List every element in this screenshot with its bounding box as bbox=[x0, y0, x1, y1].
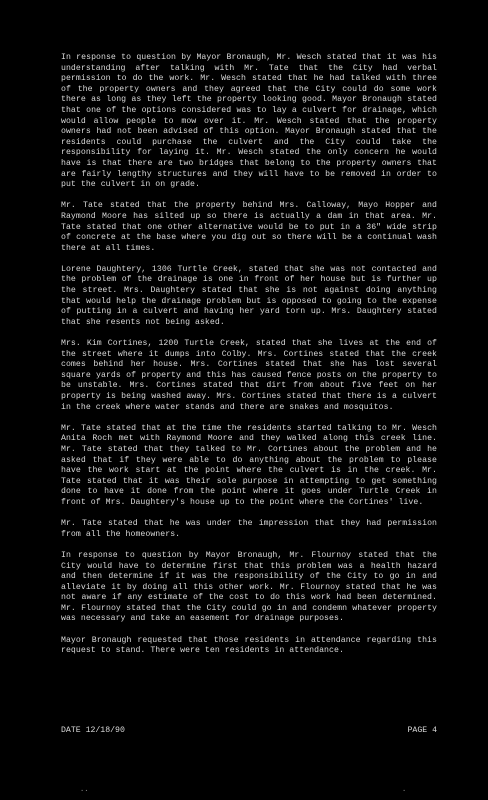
scan-mark-right: . bbox=[402, 786, 407, 794]
paragraph-flournoy-response: In response to question by Mayor Bronaugh, Mr. Flournoy stated that the City would have to determine first that this problem was a health hazard and then determine if it was the responsibility of the City to go in and alleviate it by doing all this other work. Mr. Flournoy stated that he was not aware if any estimate of the cost to do this work had been determined. Mr. Flournoy stated that the City could go in and condemn whatever property was necessary and take an easement for drainage purposes. bbox=[61, 550, 437, 624]
paragraph-tate-creek-walk: Mr. Tate stated that at the time the residents started talking to Mr. Wesch Anita Roch met with Raymond Moore and they walked along this creek line. Mr. Tate stated that they talked to Mr. Cortines about the problem and he asked that if they were able to do anything about the problem to please have the work start at the point where the culvert is in the creek. Mr. Tate stated that it was their sole purpose in attempting to get something done to have it done from the point where it goes under Turtle Creek in front of Mrs. Daughtery's house up to the point where the Cortines' live. bbox=[61, 423, 437, 507]
paragraph-wesch-permission: In response to question by Mayor Bronaugh, Mr. Wesch stated that it was his understanding after talking with Mr. Tate that the City had verbal permission to do the work. Mr. Wesch stated that he had talked with three of the property owners and they agreed that the City could do some work there as long as they left the property looking good. Mayor Bronaugh stated that one of the options considered was to lay a culvert for drainage, which would allow people to mow over it. Mr. Wesch stated that the property owners had not been advised of this option. Mayor Bronaugh stated that the residents could purchase the culvert and the City could take the responsibility for laying it. Mr. Wesch stated the only concern he would have is that there are two bridges that belong to the property owners that are fairly lengthy structures and they will have to be removed in order to put the culvert in on grade. bbox=[61, 53, 437, 190]
paragraph-attendance: Mayor Bronaugh requested that those residents in attendance regarding this request to stand. There were ten residents in attendance. bbox=[61, 635, 437, 656]
footer-date: DATE 12/18/90 bbox=[61, 726, 125, 735]
footer-page-number: PAGE 4 bbox=[407, 726, 437, 735]
page-footer bbox=[61, 726, 437, 736]
paragraph-daughtery-statement: Lorene Daughtery, 1306 Turtle Creek, stated that she was not contacted and the problem of the drainage is one in front of her house but is further up the street. Mrs. Daughtery stated that she is not against doing anything that would help the drainage problem but is opposed to going to the expense of putting in a culvert and having her yard torn up. Mrs. Daughtery stated that she resents not being asked. bbox=[61, 264, 437, 327]
scan-mark-left: .. bbox=[80, 786, 89, 794]
paragraph-tate-silted-property: Mr. Tate stated that the property behind Mrs. Calloway, Mayo Hopper and Raymond Moore has silted up so there is actually a dam in that area. Mr. Tate stated that one other alternative would be to put in a 36" wide strip of concrete at the base where you dig out so there will be a continual wash there at all times. bbox=[61, 201, 437, 253]
paragraph-tate-permission: Mr. Tate stated that he was under the impression that they had permission from all the homeowners. bbox=[61, 519, 437, 539]
scan-edge-marks bbox=[0, 786, 488, 796]
paragraph-cortines-statement: Mrs. Kim Cortines, 1200 Turtle Creek, stated that she lives at the end of the street where it dumps into Colby. Mrs. Cortines stated that the creek comes behind her house. Mrs. Cortines stated that she has lost several square yards of property and this has caused fence posts on the property to be unstable. Mrs. Cortines stated that dirt from about five feet on her property is being washed away. Mrs. Cortines stated that there is a culvert in the creek where water stands and there are snakes and mosquitos. bbox=[61, 339, 437, 412]
minutes-body bbox=[61, 53, 437, 667]
